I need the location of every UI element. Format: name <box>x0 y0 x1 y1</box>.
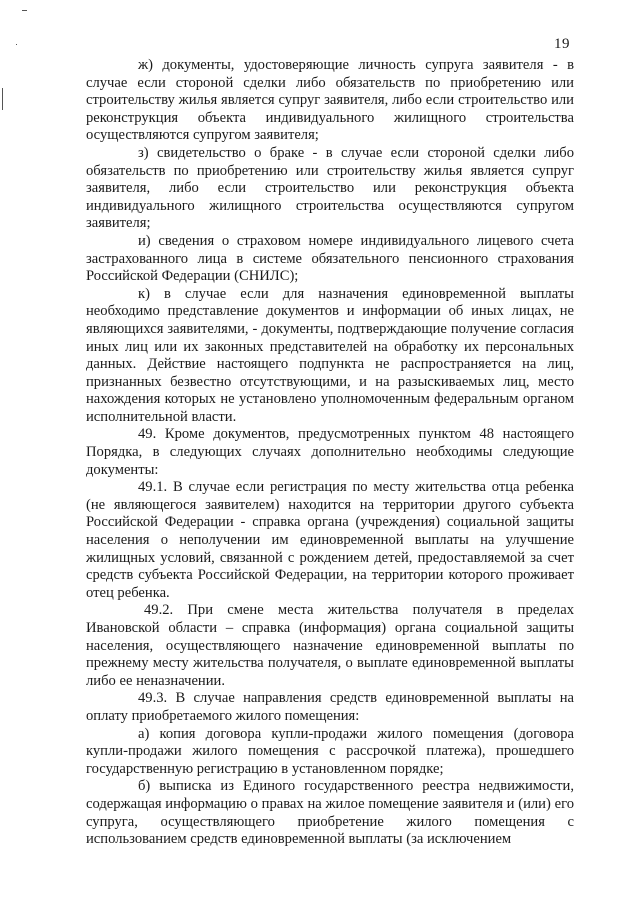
paragraph-49-2: 49.2. При смене места жительства получателя в пределах Ивановской области – справка (информация) органа социальной защиты населения, осуществляющего назначение единовременной выплаты по прежнему месту жительства получателя, о выплате единовременной выплаты либо ее неназначении. <box>86 602 574 689</box>
scan-mark <box>22 10 27 11</box>
paragraph-a: а) копия договора купли-продажи жилого помещения (договора купли-продажи жилого помещения с рассрочкой платежа), прошедшего государственную регистрацию в установленном порядке; <box>86 725 574 777</box>
scan-mark <box>16 44 17 45</box>
paragraph-zh: ж) документы, удостоверяющие личность супруга заявителя - в случае если стороной сделки либо обязательств по приобретению или строительству жилья является супруг заявителя, либо если строительство или реконструкция объекта индивидуального жилищного строительства осуществляются супругом заявителя; <box>86 57 574 144</box>
page-number: 19 <box>554 36 570 52</box>
paragraph-49-1: 49.1. В случае если регистрация по месту жительства отца ребенка (не являющегося заявителем) находится на территории другого субъекта Российской Федерации - справка органа (учреждения) социальной защиты населения о неполучении им единовременной выплаты на улучшение жилищных условий, связанной с рождением детей, предоставляемой за счет средств субъекта Российской Федерации, на территории которого проживает отец ребенка. <box>86 479 574 601</box>
paragraph-49-3: 49.3. В случае направления средств единовременной выплаты на оплату приобретаемого жилого помещения: <box>86 690 574 724</box>
paragraph-k: к) в случае если для назначения единовременной выплаты необходимо представление документов и информации об иных лицах, не являющихся заявителями, - документы, подтверждающие получение согласия иных лиц или их законных представителей на обработку их персональных данных. Действие настоящего подпункта не распространяется на лиц, признанных безвестно отсутствующими, и на разыскиваемых лиц, место нахождения которых не установлено уполномоченным федеральным органом исполнительной власти. <box>86 285 574 425</box>
paragraph-i: и) сведения о страховом номере индивидуального лицевого счета застрахованного лица в системе обязательного пенсионного страхования Российской Федерации (СНИЛС); <box>86 232 574 285</box>
paragraph-b: б) выписка из Единого государственного реестра недвижимости, содержащая информацию о правах на жилое помещение заявителя и (или) его супруга, осуществляющего приобретение жилого помещения с использованием средств единовременной выплаты (за исключением <box>86 778 574 848</box>
paragraph-49: 49. Кроме документов, предусмотренных пунктом 48 настоящего Порядка, в следующих случаях дополнительно необходимы следующие документы: <box>86 426 574 478</box>
scan-mark <box>2 88 3 110</box>
paragraph-z: з) свидетельство о браке - в случае если стороной сделки либо обязательств по приобретению или строительству жилья является супруг заявителя, либо если строительство или реконструкция объекта индивидуального жилищного строительства осуществляются супругом заявителя; <box>86 144 574 232</box>
document-body <box>86 57 574 849</box>
